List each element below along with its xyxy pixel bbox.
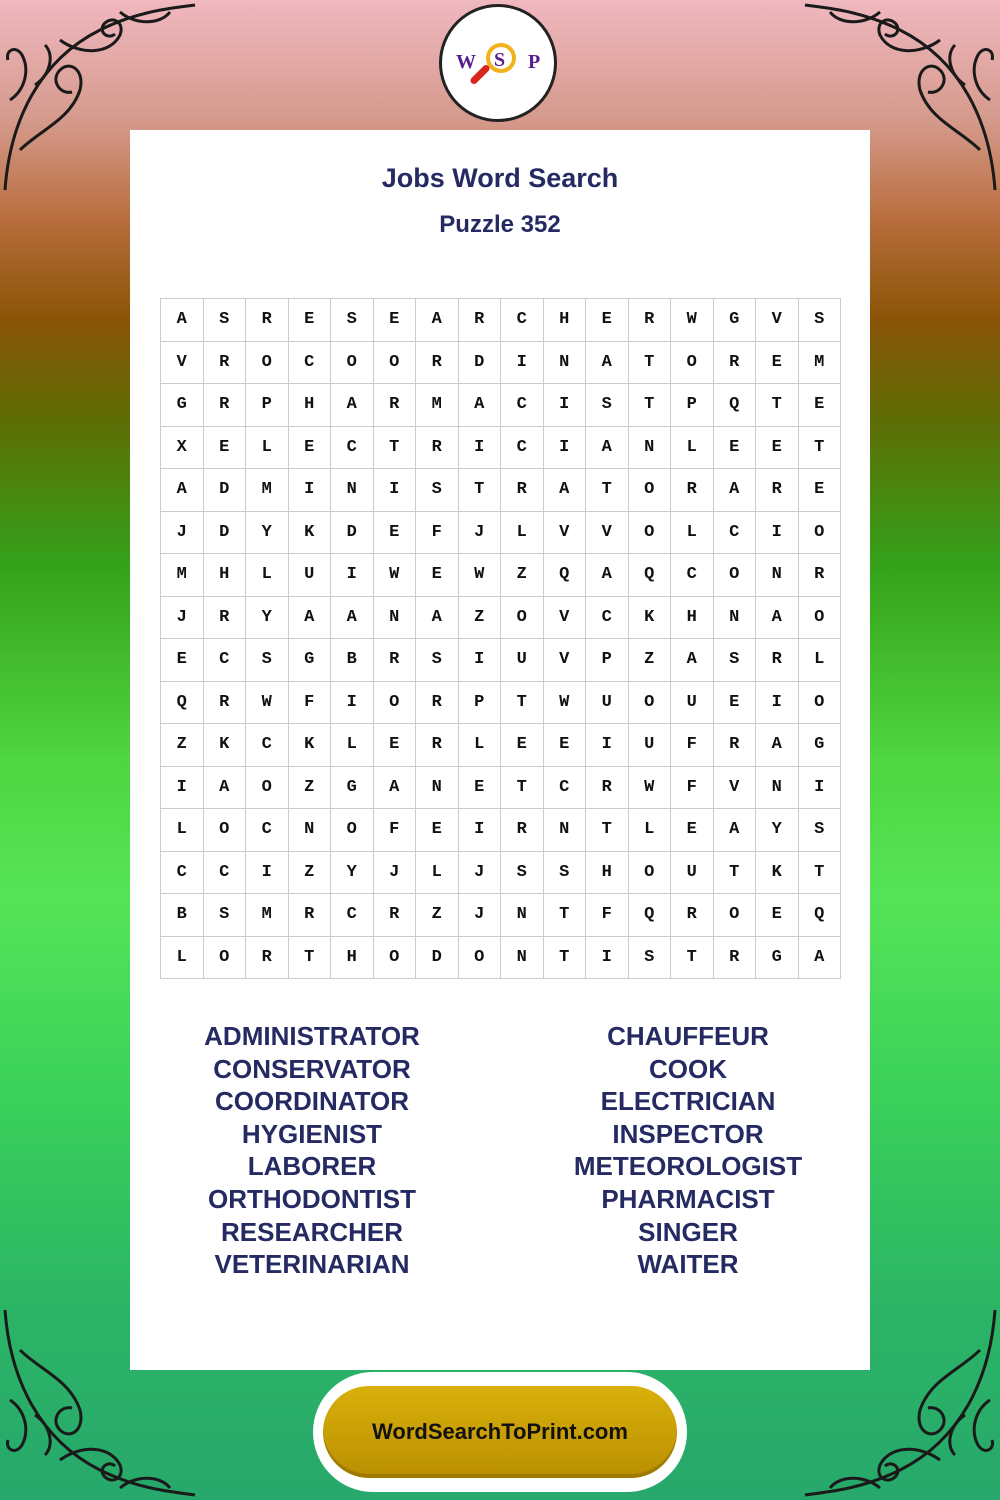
logo-letter-s: S	[494, 49, 506, 71]
grid-cell[interactable]: O	[374, 342, 417, 385]
grid-cell[interactable]: E	[799, 469, 842, 512]
grid-cell[interactable]: A	[544, 469, 587, 512]
grid-cell[interactable]: S	[246, 639, 289, 682]
grid-cell[interactable]: R	[416, 682, 459, 725]
grid-cell[interactable]: E	[714, 427, 757, 470]
grid-cell[interactable]: E	[374, 512, 417, 555]
grid-cell[interactable]: B	[331, 639, 374, 682]
grid-cell[interactable]: O	[374, 682, 417, 725]
grid-cell[interactable]: C	[331, 427, 374, 470]
grid-cell[interactable]: N	[501, 937, 544, 980]
grid-cell[interactable]: S	[331, 299, 374, 342]
word-list-item: INSPECTOR	[612, 1118, 764, 1149]
grid-cell[interactable]: O	[629, 852, 672, 895]
grid-cell[interactable]: O	[671, 342, 714, 385]
grid-cell[interactable]: D	[331, 512, 374, 555]
word-list-item: COOK	[649, 1053, 727, 1084]
puzzle-card	[130, 130, 870, 1370]
word-list-right	[503, 1020, 873, 1281]
grid-cell[interactable]: O	[799, 682, 842, 725]
grid-cell[interactable]: I	[374, 469, 417, 512]
grid-cell[interactable]: W	[246, 682, 289, 725]
grid-cell[interactable]: L	[246, 554, 289, 597]
grid-cell[interactable]: M	[246, 469, 289, 512]
word-list-item: COORDINATOR	[214, 1086, 410, 1117]
grid-cell[interactable]: T	[289, 937, 332, 980]
grid-cell[interactable]: T	[374, 427, 417, 470]
word-list-item: ORTHODONTIST	[208, 1183, 416, 1214]
grid-cell[interactable]: C	[501, 299, 544, 342]
grid-cell[interactable]: L	[246, 427, 289, 470]
grid-cell[interactable]: I	[501, 342, 544, 385]
grid-cell[interactable]: V	[756, 299, 799, 342]
grid-cell[interactable]: W	[629, 767, 672, 810]
grid-cell[interactable]: F	[586, 894, 629, 937]
grid-cell[interactable]: R	[714, 937, 757, 980]
grid-cell[interactable]: S	[799, 299, 842, 342]
grid-cell[interactable]: R	[416, 342, 459, 385]
grid-cell[interactable]: L	[799, 639, 842, 682]
grid-cell[interactable]: E	[289, 299, 332, 342]
grid-cell[interactable]: A	[799, 937, 842, 980]
grid-cell[interactable]: Z	[629, 639, 672, 682]
word-list-item: VETERINARIAN	[214, 1249, 410, 1280]
grid-cell[interactable]: R	[671, 894, 714, 937]
grid-cell[interactable]: U	[671, 852, 714, 895]
grid-cell[interactable]: Y	[331, 852, 374, 895]
grid-cell[interactable]: R	[629, 299, 672, 342]
grid-cell[interactable]: Q	[544, 554, 587, 597]
grid-cell[interactable]: C	[246, 724, 289, 767]
grid-cell[interactable]: J	[459, 852, 502, 895]
grid-cell[interactable]: E	[289, 427, 332, 470]
grid-cell[interactable]: T	[629, 342, 672, 385]
grid-cell[interactable]: E	[501, 724, 544, 767]
grid-cell[interactable]: H	[331, 937, 374, 980]
grid-cell[interactable]: Y	[756, 809, 799, 852]
grid-cell[interactable]: R	[714, 724, 757, 767]
grid-cell[interactable]: A	[586, 554, 629, 597]
grid-cell[interactable]: R	[501, 469, 544, 512]
grid-cell[interactable]: J	[374, 852, 417, 895]
grid-cell[interactable]: S	[586, 384, 629, 427]
grid-cell[interactable]: F	[671, 724, 714, 767]
grid-cell[interactable]: F	[671, 767, 714, 810]
grid-cell[interactable]: E	[756, 427, 799, 470]
grid-cell[interactable]: R	[416, 427, 459, 470]
grid-cell[interactable]: U	[586, 682, 629, 725]
grid-cell[interactable]: S	[714, 639, 757, 682]
grid-cell[interactable]: Z	[416, 894, 459, 937]
grid-cell[interactable]: A	[671, 639, 714, 682]
grid-cell[interactable]: V	[544, 639, 587, 682]
grid-cell[interactable]: N	[714, 597, 757, 640]
grid-cell[interactable]: C	[161, 852, 204, 895]
grid-cell[interactable]: M	[246, 894, 289, 937]
grid-cell[interactable]: R	[204, 342, 247, 385]
word-list-item: RESEARCHER	[220, 1216, 404, 1247]
grid-cell[interactable]: R	[246, 937, 289, 980]
grid-cell[interactable]: D	[459, 342, 502, 385]
grid-cell[interactable]: Q	[799, 894, 842, 937]
grid-cell[interactable]: L	[416, 852, 459, 895]
grid-cell[interactable]: Q	[161, 682, 204, 725]
grid-cell[interactable]: E	[799, 384, 842, 427]
grid-cell[interactable]: E	[756, 342, 799, 385]
grid-cell[interactable]: C	[204, 639, 247, 682]
wsp-logo	[439, 4, 557, 122]
grid-cell[interactable]: O	[246, 342, 289, 385]
grid-cell[interactable]: C	[331, 894, 374, 937]
grid-cell[interactable]: H	[671, 597, 714, 640]
grid-cell[interactable]: S	[629, 937, 672, 980]
grid-cell[interactable]: R	[586, 767, 629, 810]
grid-cell[interactable]: Q	[714, 384, 757, 427]
grid-cell[interactable]: H	[289, 384, 332, 427]
grid-cell[interactable]: L	[629, 809, 672, 852]
grid-cell[interactable]: V	[586, 512, 629, 555]
grid-cell[interactable]: A	[204, 767, 247, 810]
grid-cell[interactable]: P	[586, 639, 629, 682]
grid-cell[interactable]: T	[799, 427, 842, 470]
grid-cell[interactable]: R	[459, 299, 502, 342]
grid-cell[interactable]: C	[501, 384, 544, 427]
grid-cell[interactable]: G	[714, 299, 757, 342]
grid-cell[interactable]: G	[799, 724, 842, 767]
grid-cell[interactable]: L	[501, 512, 544, 555]
grid-cell[interactable]: G	[289, 639, 332, 682]
grid-cell[interactable]: T	[544, 894, 587, 937]
grid-cell[interactable]: O	[246, 767, 289, 810]
grid-cell[interactable]: O	[799, 597, 842, 640]
grid-cell[interactable]: R	[799, 554, 842, 597]
grid-cell[interactable]: G	[161, 384, 204, 427]
grid-cell[interactable]: T	[586, 809, 629, 852]
grid-cell[interactable]: J	[161, 512, 204, 555]
grid-cell[interactable]: R	[204, 682, 247, 725]
grid-cell[interactable]: T	[501, 682, 544, 725]
grid-cell[interactable]: Z	[459, 597, 502, 640]
footer-site-link[interactable]: WordSearchToPrint.com	[323, 1386, 677, 1478]
grid-cell[interactable]: S	[544, 852, 587, 895]
letter-grid	[160, 298, 841, 979]
grid-cell[interactable]: E	[416, 809, 459, 852]
grid-cell[interactable]: C	[289, 342, 332, 385]
grid-cell[interactable]: O	[629, 682, 672, 725]
grid-cell[interactable]: P	[671, 384, 714, 427]
word-list-item: CHAUFFEUR	[607, 1021, 769, 1051]
grid-cell[interactable]: E	[671, 809, 714, 852]
grid-cell[interactable]: A	[374, 767, 417, 810]
grid-cell[interactable]: M	[161, 554, 204, 597]
grid-cell[interactable]: A	[714, 469, 757, 512]
grid-cell[interactable]: R	[374, 639, 417, 682]
grid-cell[interactable]: N	[756, 767, 799, 810]
grid-cell[interactable]: N	[629, 427, 672, 470]
logo-letter-w: W	[456, 51, 476, 73]
grid-cell[interactable]: O	[501, 597, 544, 640]
grid-cell[interactable]: Z	[501, 554, 544, 597]
grid-cell[interactable]: O	[204, 937, 247, 980]
grid-cell[interactable]: W	[374, 554, 417, 597]
grid-cell[interactable]: N	[544, 342, 587, 385]
grid-cell[interactable]: O	[331, 342, 374, 385]
grid-cell[interactable]: F	[374, 809, 417, 852]
grid-cell[interactable]: Z	[161, 724, 204, 767]
word-list-item: ADMINISTRATOR	[204, 1021, 420, 1051]
grid-cell[interactable]: C	[204, 852, 247, 895]
grid-cell[interactable]: R	[756, 639, 799, 682]
grid-cell[interactable]: L	[161, 809, 204, 852]
word-list-item: WAITER	[637, 1249, 739, 1280]
grid-cell[interactable]: I	[799, 767, 842, 810]
grid-cell[interactable]: O	[714, 554, 757, 597]
grid-cell[interactable]: T	[799, 852, 842, 895]
grid-cell[interactable]: L	[459, 724, 502, 767]
grid-cell[interactable]: Z	[289, 767, 332, 810]
grid-cell[interactable]: Q	[629, 894, 672, 937]
grid-cell[interactable]: O	[629, 512, 672, 555]
logo-letter-p: P	[528, 51, 541, 73]
grid-cell[interactable]: S	[416, 639, 459, 682]
grid-cell[interactable]: S	[501, 852, 544, 895]
grid-cell[interactable]: A	[586, 427, 629, 470]
grid-cell[interactable]: F	[416, 512, 459, 555]
grid-cell[interactable]: I	[586, 724, 629, 767]
word-list-item: HYGIENIST	[241, 1118, 383, 1149]
word-list-left	[127, 1020, 497, 1281]
grid-cell[interactable]: N	[374, 597, 417, 640]
grid-cell[interactable]: E	[374, 724, 417, 767]
grid-cell[interactable]: H	[586, 852, 629, 895]
grid-cell[interactable]: B	[161, 894, 204, 937]
grid-cell[interactable]: G	[756, 937, 799, 980]
grid-cell[interactable]: O	[374, 937, 417, 980]
grid-cell[interactable]: O	[799, 512, 842, 555]
grid-cell[interactable]: C	[501, 427, 544, 470]
grid-cell[interactable]: I	[161, 767, 204, 810]
grid-cell[interactable]: H	[544, 299, 587, 342]
grid-cell[interactable]: A	[416, 299, 459, 342]
grid-cell[interactable]: R	[671, 469, 714, 512]
grid-cell[interactable]: O	[629, 469, 672, 512]
grid-cell[interactable]: J	[459, 512, 502, 555]
grid-cell[interactable]: A	[586, 342, 629, 385]
grid-cell[interactable]: W	[671, 299, 714, 342]
grid-cell[interactable]: U	[671, 682, 714, 725]
grid-cell[interactable]: O	[204, 809, 247, 852]
grid-cell[interactable]: R	[204, 384, 247, 427]
grid-cell[interactable]: Z	[289, 852, 332, 895]
grid-cell[interactable]: H	[204, 554, 247, 597]
grid-cell[interactable]: N	[501, 894, 544, 937]
grid-cell[interactable]: L	[671, 512, 714, 555]
grid-cell[interactable]: M	[416, 384, 459, 427]
grid-cell[interactable]: I	[331, 554, 374, 597]
grid-cell[interactable]: K	[289, 512, 332, 555]
grid-cell[interactable]: Q	[629, 554, 672, 597]
grid-cell[interactable]: I	[544, 384, 587, 427]
page-title: Jobs Word Search	[381, 163, 619, 193]
grid-cell[interactable]: R	[756, 469, 799, 512]
word-list-item: ELECTRICIAN	[600, 1086, 776, 1117]
grid-cell[interactable]: A	[756, 724, 799, 767]
grid-cell[interactable]: G	[331, 767, 374, 810]
grid-cell[interactable]: N	[544, 809, 587, 852]
grid-cell[interactable]: A	[459, 384, 502, 427]
grid-cell[interactable]: Y	[246, 597, 289, 640]
grid-cell[interactable]: A	[161, 299, 204, 342]
grid-cell[interactable]: T	[459, 469, 502, 512]
grid-cell[interactable]: A	[331, 384, 374, 427]
grid-cell[interactable]: V	[714, 767, 757, 810]
grid-cell[interactable]: L	[331, 724, 374, 767]
grid-cell[interactable]: E	[204, 427, 247, 470]
grid-cell[interactable]: V	[544, 512, 587, 555]
grid-cell[interactable]: R	[374, 384, 417, 427]
grid-cell[interactable]: T	[586, 469, 629, 512]
grid-cell[interactable]: K	[204, 724, 247, 767]
grid-cell[interactable]: C	[714, 512, 757, 555]
grid-cell[interactable]: W	[459, 554, 502, 597]
grid-cell[interactable]: C	[544, 767, 587, 810]
grid-cell[interactable]: A	[331, 597, 374, 640]
grid-cell[interactable]: E	[161, 639, 204, 682]
grid-cell[interactable]: D	[204, 469, 247, 512]
grid-cell[interactable]: O	[459, 937, 502, 980]
grid-cell[interactable]: C	[246, 809, 289, 852]
grid-cell[interactable]: E	[586, 299, 629, 342]
grid-cell[interactable]: Y	[246, 512, 289, 555]
grid-cell[interactable]: F	[289, 682, 332, 725]
grid-cell[interactable]: J	[161, 597, 204, 640]
puzzle-number: Puzzle 352	[439, 211, 561, 238]
grid-cell[interactable]: R	[714, 342, 757, 385]
grid-cell[interactable]: I	[331, 682, 374, 725]
grid-cell[interactable]: I	[246, 852, 289, 895]
grid-cell[interactable]: O	[331, 809, 374, 852]
grid-cell[interactable]: R	[416, 724, 459, 767]
grid-cell[interactable]: V	[161, 342, 204, 385]
grid-cell[interactable]: S	[416, 469, 459, 512]
grid-cell[interactable]: S	[204, 299, 247, 342]
grid-cell[interactable]: R	[374, 894, 417, 937]
word-list-item: METEOROLOGIST	[573, 1151, 803, 1182]
grid-cell[interactable]: V	[544, 597, 587, 640]
grid-cell[interactable]: L	[161, 937, 204, 980]
grid-cell[interactable]: X	[161, 427, 204, 470]
grid-cell[interactable]: A	[161, 469, 204, 512]
grid-cell[interactable]: T	[671, 937, 714, 980]
grid-cell[interactable]: A	[289, 597, 332, 640]
grid-cell[interactable]: P	[459, 682, 502, 725]
grid-cell[interactable]: I	[756, 682, 799, 725]
grid-cell[interactable]: K	[756, 852, 799, 895]
grid-cell[interactable]: I	[586, 937, 629, 980]
grid-cell[interactable]: I	[544, 427, 587, 470]
grid-cell[interactable]: K	[289, 724, 332, 767]
grid-cell[interactable]: T	[756, 384, 799, 427]
grid-cell[interactable]: O	[714, 894, 757, 937]
grid-cell[interactable]: E	[459, 767, 502, 810]
grid-cell[interactable]: E	[714, 682, 757, 725]
grid-cell[interactable]: D	[416, 937, 459, 980]
grid-cell[interactable]: I	[756, 512, 799, 555]
word-list-item: CONSERVATOR	[213, 1053, 411, 1084]
word-list-item: PHARMACIST	[601, 1183, 775, 1214]
grid-cell[interactable]: W	[544, 682, 587, 725]
grid-cell[interactable]: E	[544, 724, 587, 767]
grid-cell[interactable]: U	[629, 724, 672, 767]
grid-cell[interactable]: E	[756, 894, 799, 937]
grid-cell[interactable]: T	[501, 767, 544, 810]
grid-cell[interactable]: T	[544, 937, 587, 980]
grid-cell[interactable]: K	[629, 597, 672, 640]
grid-cell[interactable]: N	[331, 469, 374, 512]
word-list-item: LABORER	[247, 1151, 377, 1182]
grid-cell[interactable]: I	[459, 809, 502, 852]
grid-cell[interactable]: I	[459, 427, 502, 470]
grid-cell[interactable]: E	[374, 299, 417, 342]
grid-cell[interactable]: N	[289, 809, 332, 852]
grid-cell[interactable]: A	[714, 809, 757, 852]
grid-cell[interactable]: C	[586, 597, 629, 640]
grid-cell[interactable]: M	[799, 342, 842, 385]
word-list-item: SINGER	[638, 1216, 738, 1247]
grid-cell[interactable]: U	[501, 639, 544, 682]
grid-cell[interactable]: L	[671, 427, 714, 470]
grid-cell[interactable]: A	[416, 597, 459, 640]
grid-cell[interactable]: I	[289, 469, 332, 512]
grid-cell[interactable]: P	[246, 384, 289, 427]
grid-cell[interactable]: D	[204, 512, 247, 555]
grid-cell[interactable]: R	[204, 597, 247, 640]
grid-cell[interactable]: I	[459, 639, 502, 682]
grid-cell[interactable]: N	[416, 767, 459, 810]
grid-cell[interactable]: T	[629, 384, 672, 427]
grid-cell[interactable]: N	[756, 554, 799, 597]
grid-cell[interactable]: R	[501, 809, 544, 852]
grid-cell[interactable]: R	[246, 299, 289, 342]
grid-cell[interactable]: E	[416, 554, 459, 597]
grid-cell[interactable]: R	[289, 894, 332, 937]
grid-cell[interactable]: S	[204, 894, 247, 937]
grid-cell[interactable]: A	[756, 597, 799, 640]
grid-cell[interactable]: J	[459, 894, 502, 937]
grid-cell[interactable]: S	[799, 809, 842, 852]
grid-cell[interactable]: C	[671, 554, 714, 597]
grid-cell[interactable]: T	[714, 852, 757, 895]
grid-cell[interactable]: U	[289, 554, 332, 597]
